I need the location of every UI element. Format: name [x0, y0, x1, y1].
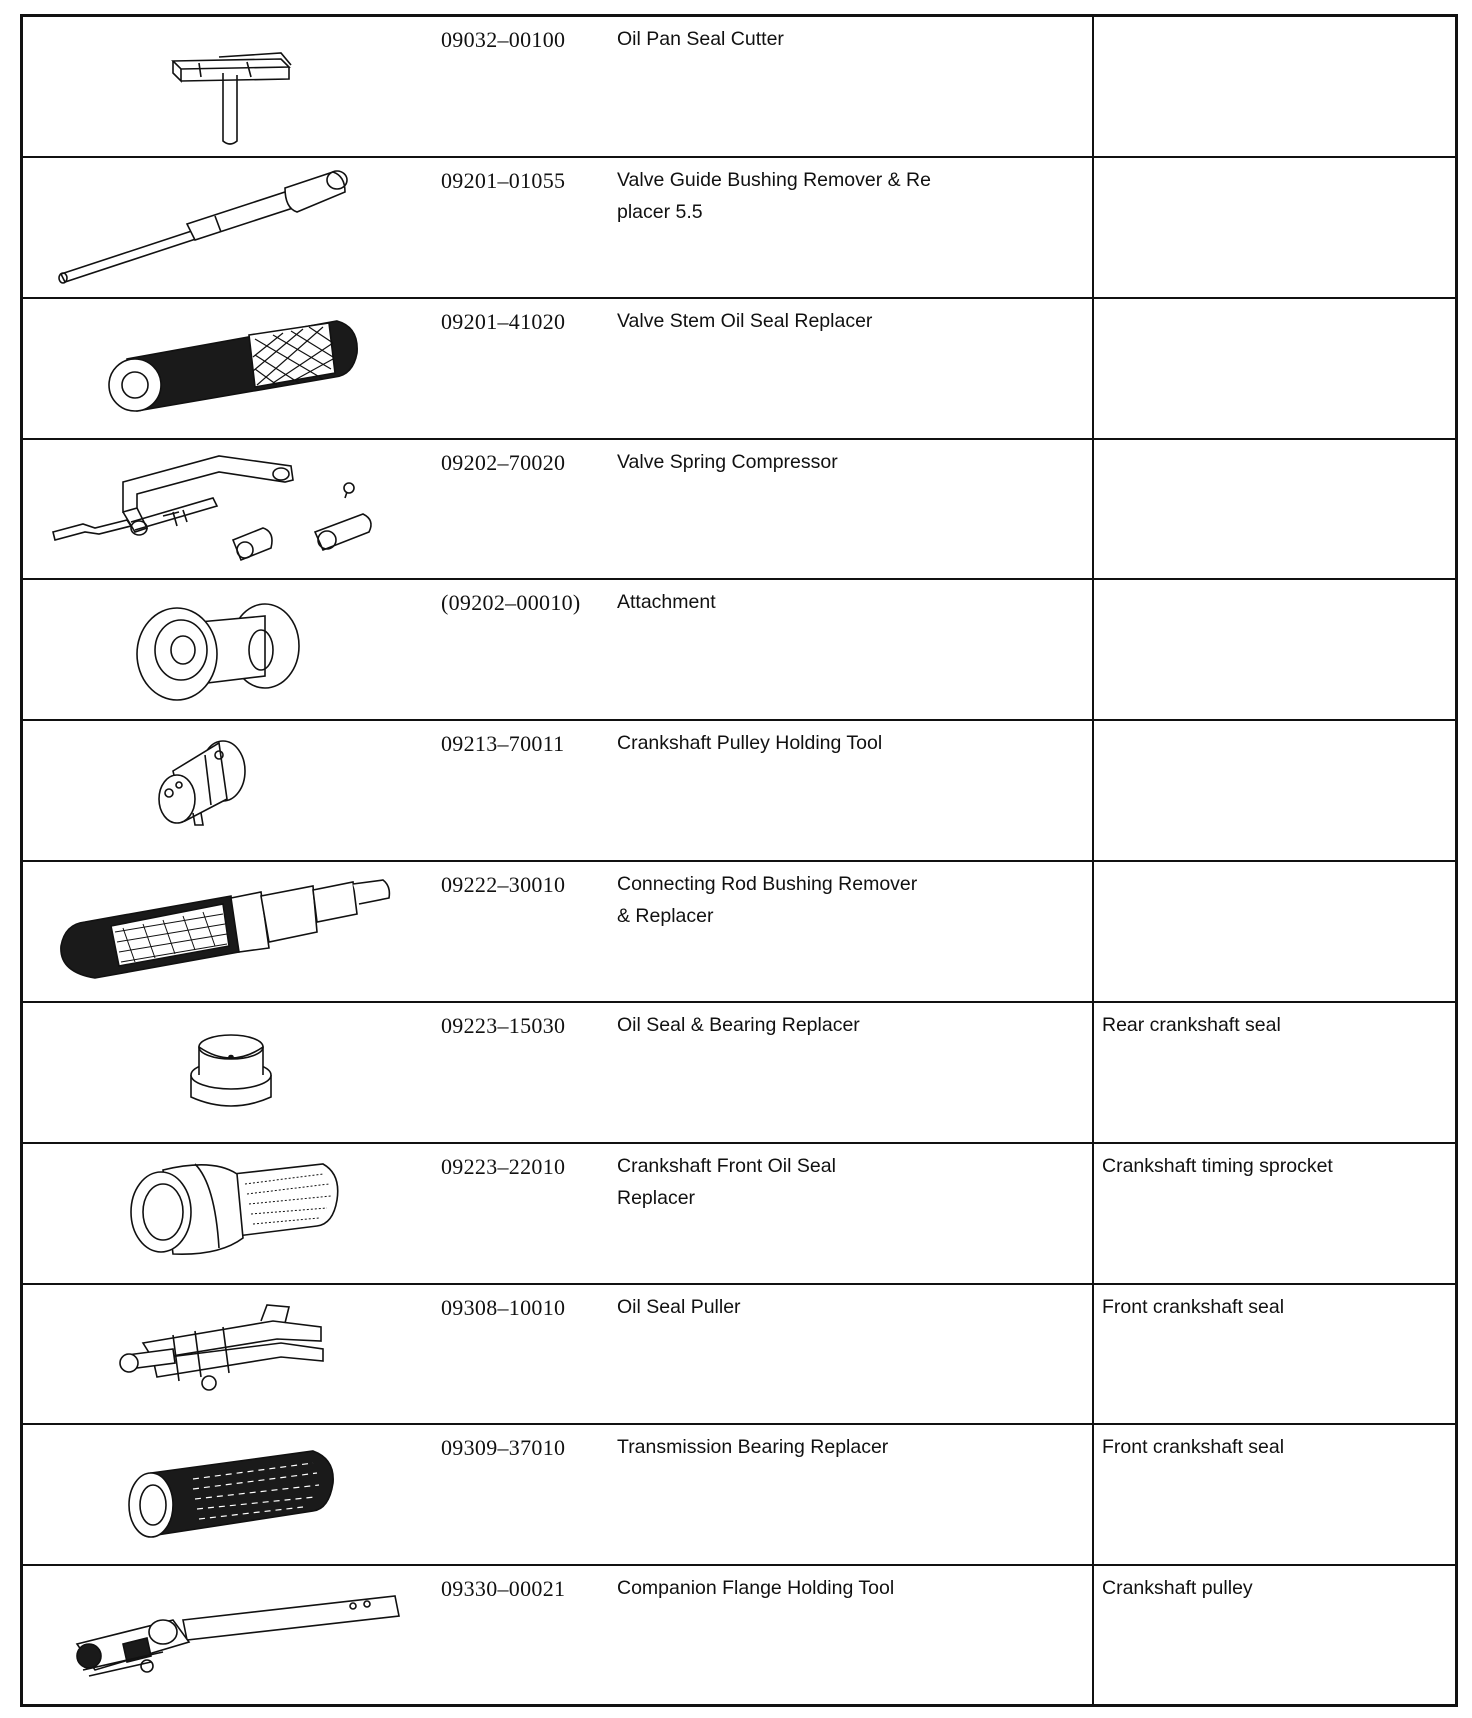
- illustration-cell: [23, 861, 441, 1002]
- part-number: 09222–30010: [441, 872, 566, 897]
- companion-flange-holding-tool-illustration: [23, 1566, 441, 1702]
- illustration-cell: [23, 1565, 441, 1704]
- tool-description: Valve Guide Bushing Remover & Re placer 5.5: [617, 169, 931, 223]
- part-number: (09202–00010): [441, 590, 581, 615]
- table-row: [23, 1284, 1455, 1424]
- table-row: [23, 439, 1455, 579]
- special-service-tools-table: [23, 17, 1455, 1704]
- part-number: 09330–00021: [441, 1576, 566, 1601]
- part-number: 09309–37010: [441, 1435, 566, 1460]
- tool-usage-note: Front crankshaft seal: [1102, 1296, 1285, 1318]
- tool-description: Oil Pan Seal Cutter: [617, 28, 784, 50]
- oil-seal-puller-illustration: [23, 1285, 441, 1423]
- crankshaft-front-oil-seal-replacer-illustration: [23, 1144, 441, 1284]
- illustration-cell: [23, 579, 441, 720]
- tool-description: Connecting Rod Bushing Remover & Replacer: [617, 873, 918, 927]
- valve-guide-bushing-remover-illustration: [23, 158, 441, 298]
- tool-description: Companion Flange Holding Tool: [617, 1577, 895, 1599]
- tool-usage-note: [1094, 299, 1455, 305]
- part-number: 09223–22010: [441, 1154, 566, 1179]
- tool-usage-note: [1094, 440, 1455, 446]
- oil-pan-seal-cutter-illustration: [23, 17, 441, 155]
- tool-usage-note: [1094, 721, 1455, 727]
- tool-usage-note: [1094, 580, 1455, 586]
- illustration-cell: [23, 298, 441, 439]
- illustration-cell: [23, 1424, 441, 1565]
- table-row: [23, 1565, 1455, 1704]
- table-row: [23, 1002, 1455, 1143]
- oil-seal-bearing-replacer-illustration: [23, 1003, 441, 1143]
- tool-usage-note: [1094, 17, 1455, 23]
- illustration-cell: [23, 157, 441, 298]
- table-row: [23, 298, 1455, 439]
- attachment-illustration: [23, 580, 441, 720]
- connecting-rod-bushing-remover-illustration: [23, 862, 441, 1002]
- part-number: 09213–70011: [441, 731, 565, 756]
- valve-spring-compressor-illustration: [23, 440, 441, 578]
- illustration-cell: [23, 1143, 441, 1284]
- part-number: 09223–15030: [441, 1013, 566, 1038]
- table-row: [23, 1143, 1455, 1284]
- tool-usage-note: Crankshaft pulley: [1102, 1577, 1253, 1599]
- tool-usage-note: Rear crankshaft seal: [1102, 1014, 1281, 1036]
- table-row: [23, 1424, 1455, 1565]
- tool-usage-note: [1094, 862, 1455, 868]
- part-number: 09201–41020: [441, 309, 566, 334]
- illustration-cell: [23, 720, 441, 861]
- part-number: 09032–00100: [441, 27, 566, 52]
- tool-usage-note: Crankshaft timing sprocket: [1102, 1155, 1333, 1177]
- tool-description: Transmission Bearing Replacer: [617, 1436, 889, 1458]
- tool-description: Valve Stem Oil Seal Replacer: [617, 310, 873, 332]
- tool-description: Oil Seal Puller: [617, 1296, 741, 1318]
- tool-description: Crankshaft Pulley Holding Tool: [617, 732, 883, 754]
- tool-usage-note: [1094, 158, 1455, 164]
- part-number: 09201–01055: [441, 168, 566, 193]
- illustration-cell: [23, 1002, 441, 1143]
- crankshaft-pulley-holding-tool-illustration: [23, 721, 441, 861]
- part-number: 09202–70020: [441, 450, 566, 475]
- illustration-cell: [23, 1284, 441, 1424]
- transmission-bearing-replacer-illustration: [23, 1425, 441, 1565]
- table-row: [23, 861, 1455, 1002]
- tool-usage-note: Front crankshaft seal: [1102, 1436, 1285, 1458]
- table-row: [23, 17, 1455, 157]
- tool-description: Valve Spring Compressor: [617, 451, 838, 473]
- table-row: [23, 579, 1455, 720]
- tool-description: Crankshaft Front Oil Seal Replacer: [617, 1155, 836, 1209]
- tool-table-frame: [20, 14, 1458, 1707]
- illustration-cell: [23, 17, 441, 157]
- tool-description: Oil Seal & Bearing Replacer: [617, 1014, 860, 1036]
- part-number: 09308–10010: [441, 1295, 566, 1320]
- valve-stem-oil-seal-replacer-illustration: [23, 299, 441, 439]
- table-row: [23, 720, 1455, 861]
- illustration-cell: [23, 439, 441, 579]
- tool-description: Attachment: [617, 591, 716, 613]
- table-row: [23, 157, 1455, 298]
